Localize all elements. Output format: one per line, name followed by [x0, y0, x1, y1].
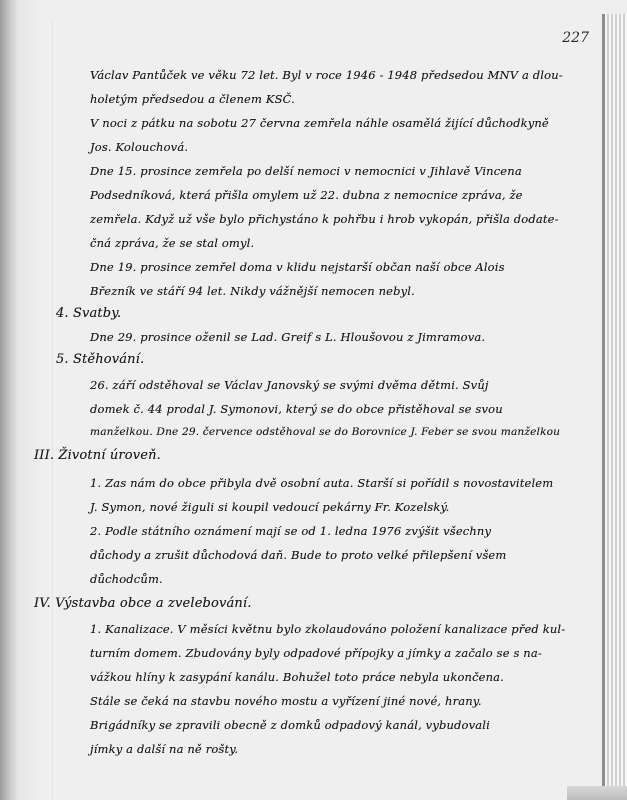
text-line: zemřela. Když už vše bylo přichystáno k pohřbu i hrob vykopán, přišla dodate-: [90, 212, 559, 226]
text-line: Březník ve stáří 94 let. Nikdy vážnější nemocen nebyl.: [90, 284, 415, 298]
text-line: V noci z pátku na sobotu 27 června zemřela náhle osamělá žijící důchodkyně: [90, 116, 549, 130]
text-line: domek č. 44 prodal J. Symonovi, který se do obce přistěhoval se svou: [90, 402, 503, 416]
text-line: Stále se čeká na stavbu nového mostu a vyřízení jiné nové, hrany.: [90, 694, 482, 708]
text-line: Podsedníková, která přišla omylem už 22. dubna z nemocnice zpráva, že: [90, 188, 523, 202]
section-heading-weddings: 4. Svatby.: [56, 306, 122, 321]
text-line: Brigádníky se zpravili obecně z domků odpadový kanál, vybudovali: [90, 718, 490, 732]
text-line: holetým předsedou a členem KSČ.: [90, 92, 295, 106]
section-heading-construction: IV. Výstavba obce a zvelebování.: [34, 596, 252, 611]
text-line: J. Symon, nové žiguli si koupil vedoucí pekárny Fr. Kozelský.: [90, 500, 450, 514]
text-line: 26. září odstěhoval se Václav Janovský se svými dvěma dětmi. Svůj: [90, 378, 489, 392]
text-line: turním domem. Zbudovány byly odpadové přípojky a jímky a začalo se s na-: [90, 646, 542, 660]
text-line: 1. Zas nám do obce přibyla dvě osobní auta. Starší si pořídil s novostavitelem: [90, 476, 554, 490]
text-line: Dne 29. prosince oženil se Lad. Greif s L. Hloušovou z Jimramova.: [90, 330, 486, 344]
text-line: vážkou hlíny k zasypání kanálu. Bohužel toto práce nebyla ukončena.: [90, 670, 504, 684]
text-line: Dne 15. prosince zemřela po delší nemoci v nemocnici v Jihlavě Vincena: [90, 164, 522, 178]
text-line: 2. Podle státního oznámení mají se od 1. ledna 1976 zvýšit všechny: [90, 524, 492, 538]
text-line: důchody a zrušit důchodová daň. Bude to proto velké přilepšení všem: [90, 548, 507, 562]
text-line: manželkou. Dne 29. července odstěhoval se do Borovnice J. Feber se svou manželkou: [90, 426, 561, 438]
text-line: Jos. Kolouchová.: [90, 140, 189, 154]
section-heading-living-standard: III. Životní úroveň.: [34, 448, 161, 463]
page-number: 227: [562, 30, 589, 46]
text-line: jímky a další na ně rošty.: [90, 742, 239, 756]
text-line: čná zpráva, že se stal omyl.: [90, 236, 255, 250]
text-line: 1. Kanalizace. V měsíci květnu bylo zkolaudováno položení kanalizace před kul-: [90, 622, 566, 636]
text-line: Václav Pantůček ve věku 72 let. Byl v roce 1946 - 1948 předsedou MNV a dlou-: [90, 68, 563, 82]
text-line: důchodcům.: [90, 572, 163, 586]
text-line: Dne 19. prosince zemřel doma v klidu nejstarší občan naší obce Alois: [90, 260, 505, 274]
section-heading-moving: 5. Stěhování.: [56, 352, 145, 367]
